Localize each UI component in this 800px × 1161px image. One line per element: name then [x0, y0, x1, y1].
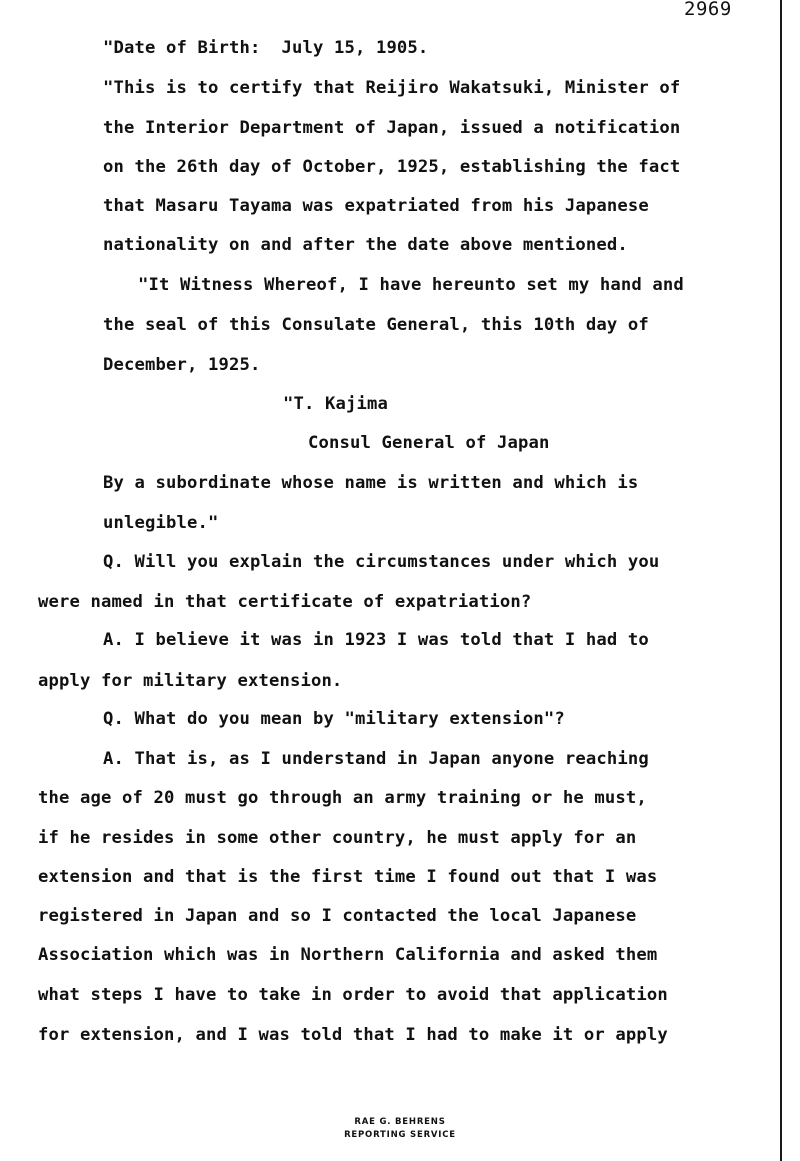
- text-line: Association which was in Northern California and asked them: [38, 945, 658, 965]
- text-line: the age of 20 must go through an army training or he must,: [38, 788, 647, 808]
- reporting-service: REPORTING SERVICE: [344, 1130, 456, 1140]
- signature-name: "T. Kajima: [283, 394, 388, 414]
- text-line: registered in Japan and so I contacted the local Japanese: [38, 906, 637, 926]
- text-line: December, 1925.: [103, 355, 261, 375]
- reporter-name: RAE G. BEHRENS: [354, 1117, 446, 1127]
- text-line: that Masaru Tayama was expatriated from his Japanese: [103, 196, 649, 216]
- text-line: were named in that certificate of expatriation?: [38, 592, 532, 612]
- question-line: Q. What do you mean by "military extension"?: [103, 709, 565, 729]
- page-number: 2969: [684, 0, 732, 20]
- question-line: Q. Will you explain the circumstances under which you: [103, 552, 660, 572]
- text-line: apply for military extension.: [38, 671, 343, 691]
- text-line: nationality on and after the date above mentioned.: [103, 235, 628, 255]
- text-line: on the 26th day of October, 1925, establishing the fact: [103, 157, 681, 177]
- answer-line: A. I believe it was in 1923 I was told that I had to: [103, 630, 649, 650]
- answer-line: A. That is, as I understand in Japan anyone reaching: [103, 749, 649, 769]
- text-line: the Interior Department of Japan, issued a notification: [103, 118, 681, 138]
- text-line: for extension, and I was told that I had to make it or apply: [38, 1025, 668, 1045]
- text-line: what steps I have to take in order to avoid that application: [38, 985, 668, 1005]
- text-line: extension and that is the first time I found out that I was: [38, 867, 658, 887]
- text-line: By a subordinate whose name is written and which is: [103, 473, 639, 493]
- text-line: the seal of this Consulate General, this 10th day of: [103, 315, 649, 335]
- signature-title: Consul General of Japan: [308, 433, 550, 453]
- text-line: if he resides in some other country, he must apply for an: [38, 828, 637, 848]
- right-margin-rule: [780, 0, 782, 1161]
- text-line: "Date of Birth: July 15, 1905.: [103, 38, 429, 58]
- text-line: "This is to certify that Reijiro Wakatsuki, Minister of: [103, 78, 681, 98]
- text-line: "It Witness Whereof, I have hereunto set my hand and: [138, 275, 684, 295]
- text-line: unlegible.": [103, 513, 219, 533]
